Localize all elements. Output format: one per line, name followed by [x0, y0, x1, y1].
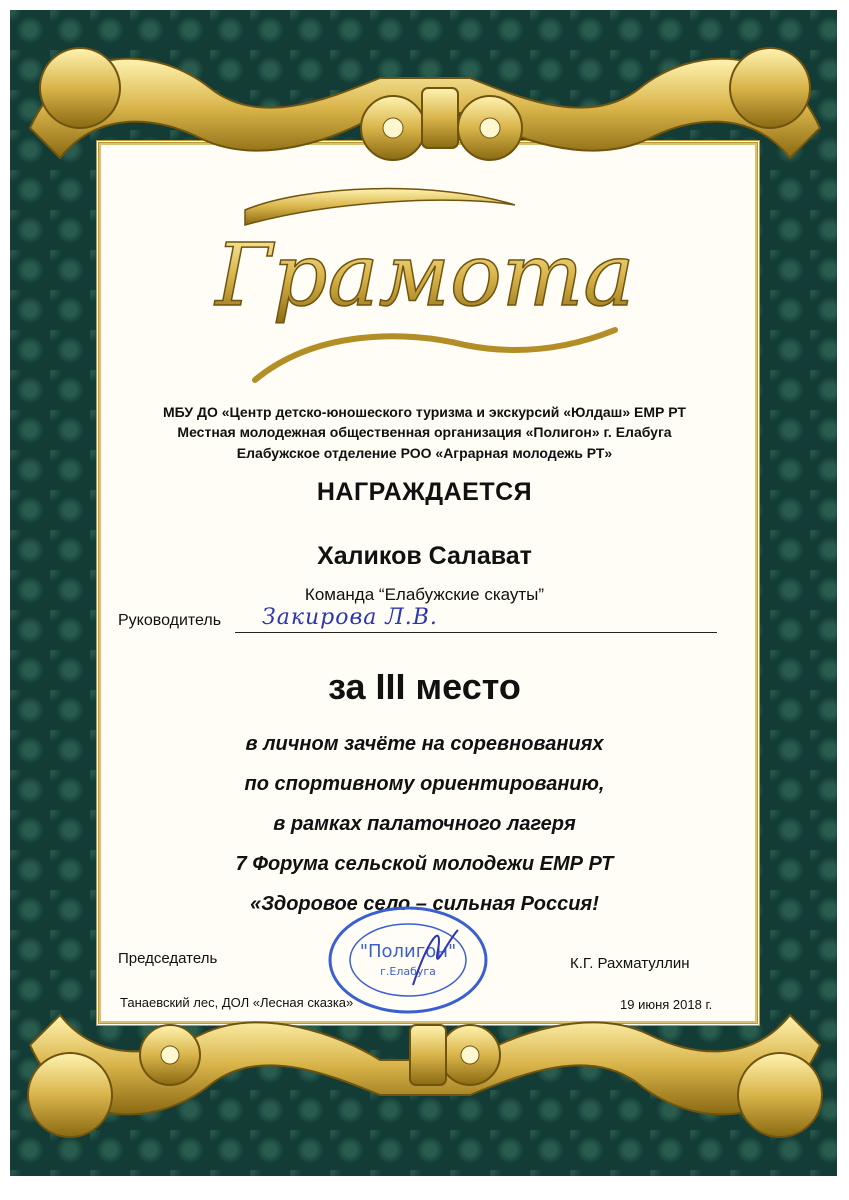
leader-label: Руководитель — [118, 612, 222, 629]
leader-signature-line — [235, 632, 717, 633]
team-name: Команда “Елабужские скауты” — [304, 585, 545, 604]
svg-text:"Полигон": "Полигон" — [359, 941, 457, 962]
description-line-1: в личном зачёте на соревнованиях — [245, 733, 604, 755]
place-heading: за III место — [328, 666, 521, 707]
event-date: 19 июня 2018 г. — [620, 997, 713, 1012]
svg-text:г.Елабуга: г.Елабуга — [380, 965, 436, 978]
chairman-label: Председатель — [118, 950, 218, 967]
organization-line-3: Елабужское отделение РОО «Аграрная молодежь РТ» — [236, 445, 613, 461]
description-line-2: по спортивному ориентированию, — [244, 773, 605, 795]
organization-line-1: МБУ ДО «Центр детско-юношеского туризма и экскурсий «Юлдаш» ЕМР РТ — [163, 404, 686, 420]
top-gold-ornament — [10, 18, 837, 188]
recipient-name: Халиков Салават — [317, 542, 532, 570]
description-line-3: в рамках палаточного лагеря — [273, 813, 576, 835]
certificate-title — [185, 180, 665, 400]
chairman-name: К.Г. Рахматуллин — [570, 955, 690, 972]
event-location: Танаевский лес, ДОЛ «Лесная сказка» — [120, 995, 354, 1010]
description-line-5: «Здоровое село – сильная Россия! — [250, 893, 599, 915]
svg-text:Грамота: Грамота — [215, 226, 635, 326]
organization-line-2: Местная молодежная общественная организация «Полигон» г. Елабуга — [177, 424, 672, 440]
awarded-heading: НАГРАЖДАЕТСЯ — [316, 478, 533, 506]
description-line-4: 7 Форума сельской молодежи ЕМР РТ — [235, 853, 614, 875]
leader-handwritten-name: Закирова Л.В. — [262, 605, 438, 630]
